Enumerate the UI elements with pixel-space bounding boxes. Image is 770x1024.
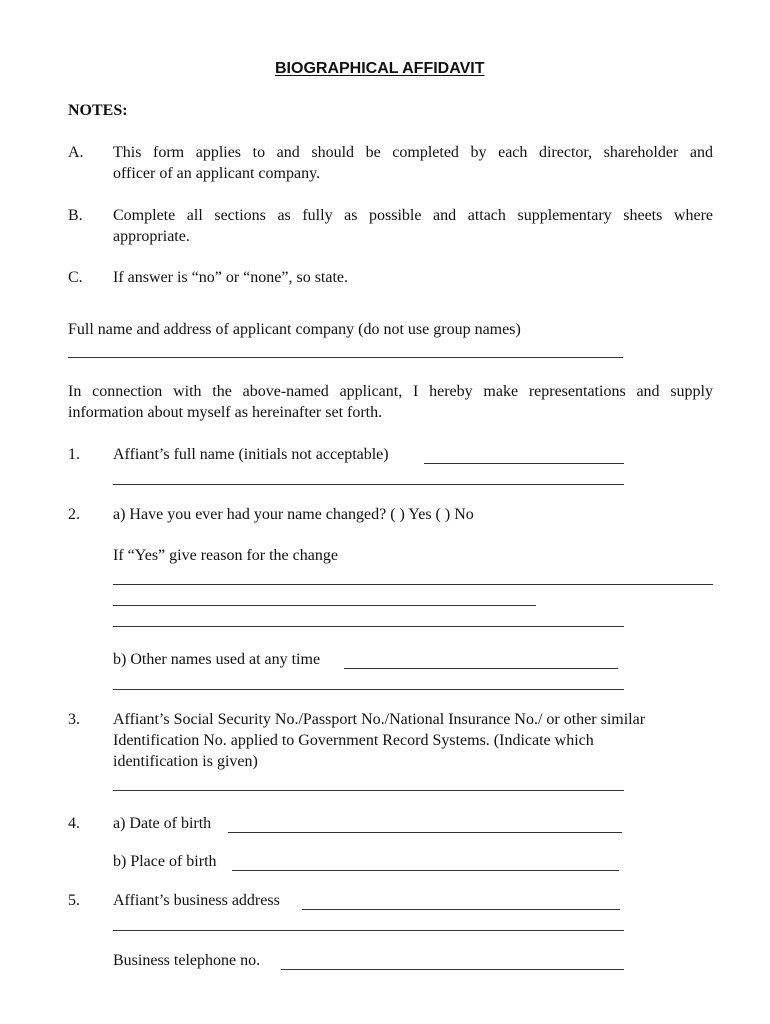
- company-name-field[interactable]: [68, 357, 623, 358]
- q5-number: 5.: [68, 892, 80, 909]
- business-address-field[interactable]: [302, 909, 620, 910]
- date-of-birth-field[interactable]: [228, 832, 622, 833]
- name-change-reason-field-1[interactable]: [113, 584, 713, 585]
- full-name-field-continued[interactable]: [113, 484, 624, 485]
- q4-number: 4.: [68, 815, 80, 832]
- q1-number: 1.: [68, 446, 80, 463]
- intro-line1: In connection with the above-named applicant, I hereby make representations and supply: [68, 383, 713, 400]
- q2-number: 2.: [68, 506, 80, 523]
- q3-line3: identification is given): [113, 753, 258, 770]
- date-of-birth-label: a) Date of birth: [113, 815, 212, 832]
- note-a-line2: officer of an applicant company.: [113, 165, 321, 182]
- name-changed-question: a) Have you ever had your name changed? ( ) Yes ( ) No: [113, 506, 474, 523]
- business-telephone-field[interactable]: [281, 969, 624, 970]
- other-names-label: b) Other names used at any time: [113, 651, 321, 668]
- notes-heading: NOTES:: [68, 102, 128, 119]
- q3-number: 3.: [68, 711, 80, 728]
- business-telephone-label: Business telephone no.: [113, 952, 261, 969]
- q3-line2: Identification No. applied to Government Record Systems. (Indicate which: [113, 732, 594, 749]
- note-marker-c: C.: [68, 269, 83, 286]
- note-marker-a: A.: [68, 144, 84, 161]
- note-marker-b: B.: [68, 207, 83, 224]
- note-c-line1: If answer is “no” or “none”, so state.: [113, 269, 349, 286]
- other-names-field[interactable]: [344, 668, 618, 669]
- note-b-line2: appropriate.: [113, 228, 190, 245]
- place-of-birth-label: b) Place of birth: [113, 853, 217, 870]
- page-title: BIOGRAPHICAL AFFIDAVIT: [275, 60, 485, 77]
- note-b-line1: Complete all sections as fully as possible and attach supplementary sheets where: [113, 207, 713, 224]
- intro-line2: information about myself as hereinafter set forth.: [68, 404, 383, 421]
- q1-label: Affiant’s full name (initials not acceptable): [113, 446, 389, 463]
- business-address-field-continued[interactable]: [113, 930, 624, 931]
- identification-number-field[interactable]: [113, 790, 624, 791]
- name-change-reason-label: If “Yes” give reason for the change: [113, 547, 338, 564]
- place-of-birth-field[interactable]: [232, 870, 619, 871]
- q3-line1: Affiant’s Social Security No./Passport No./National Insurance No./ or other similar: [113, 711, 646, 728]
- name-change-reason-field-2[interactable]: [113, 605, 536, 606]
- name-change-reason-field-3[interactable]: [113, 626, 624, 627]
- note-a-line1: This form applies to and should be completed by each director, shareholder and: [113, 144, 713, 161]
- other-names-field-continued[interactable]: [113, 689, 624, 690]
- business-address-label: Affiant’s business address: [113, 892, 280, 909]
- full-name-field[interactable]: [424, 463, 624, 464]
- company-prompt: Full name and address of applicant company (do not use group names): [68, 321, 521, 338]
